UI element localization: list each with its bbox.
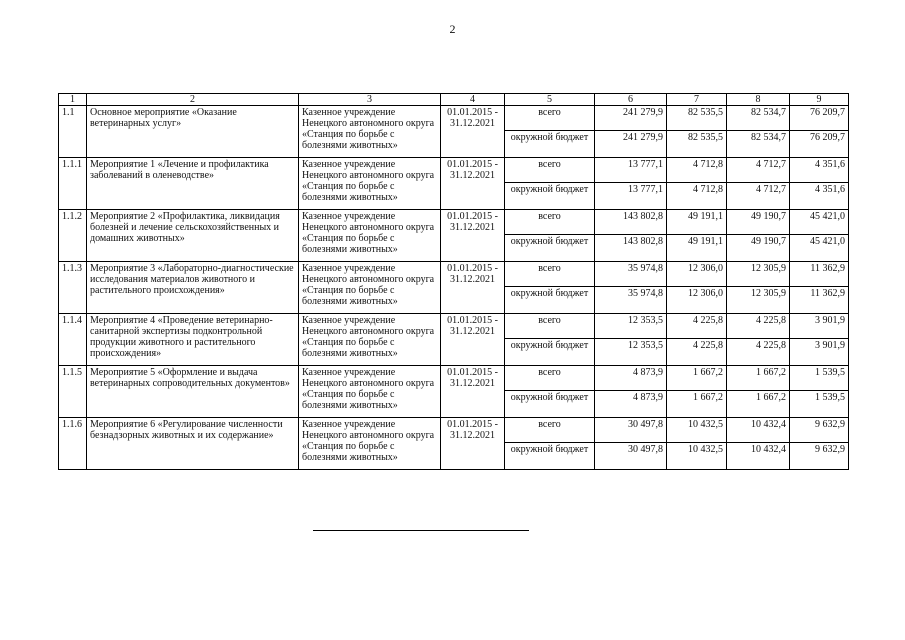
table-row: [59, 210, 849, 235]
amount-cell: 1 667,2: [727, 391, 790, 418]
period: 01.01.2015 - 31.12.2021: [441, 418, 505, 470]
amount-cell: 12 306,0: [667, 287, 727, 314]
executor-name: Казенное учреждение Ненецкого автономного округа «Станция по борьбе с болезнями животных»: [299, 262, 441, 314]
funding-source-total: всего: [505, 106, 595, 131]
column-header: 8: [727, 94, 790, 106]
funding-source-budget: окружной бюджет: [505, 339, 595, 366]
amount-cell: 4 225,8: [727, 314, 790, 339]
amount-cell: 9 632,9: [790, 418, 849, 443]
funding-source-total: всего: [505, 210, 595, 235]
amount-cell: 143 802,8: [595, 210, 667, 235]
executor-name: Казенное учреждение Ненецкого автономного округа «Станция по борьбе с болезнями животных»: [299, 418, 441, 470]
activity-name: Мероприятие 1 «Лечение и профилактика заболеваний в оленеводстве»: [87, 158, 299, 210]
amount-cell: 12 305,9: [727, 287, 790, 314]
amount-cell: 4 712,7: [727, 158, 790, 183]
budget-table: [58, 93, 849, 470]
table-body: [59, 94, 849, 470]
amount-cell: 49 190,7: [727, 210, 790, 235]
executor-name: Казенное учреждение Ненецкого автономного округа «Станция по борьбе с болезнями животных»: [299, 314, 441, 366]
activity-name: Мероприятие 3 «Лабораторно-диагностические исследования материалов животного и растительного происхождения»: [87, 262, 299, 314]
column-header: 1: [59, 94, 87, 106]
item-number: 1.1.1: [59, 158, 87, 210]
item-number: 1.1.5: [59, 366, 87, 418]
funding-source-budget: окружной бюджет: [505, 443, 595, 470]
funding-source-total: всего: [505, 418, 595, 443]
executor-name: Казенное учреждение Ненецкого автономного округа «Станция по борьбе с болезнями животных»: [299, 106, 441, 158]
amount-cell: 82 534,7: [727, 131, 790, 158]
funding-source-budget: окружной бюджет: [505, 287, 595, 314]
column-header: 6: [595, 94, 667, 106]
activity-name: Мероприятие 6 «Регулирование численности безнадзорных животных и их содержание»: [87, 418, 299, 470]
executor-name: Казенное учреждение Ненецкого автономного округа «Станция по борьбе с болезнями животных»: [299, 158, 441, 210]
amount-cell: 11 362,9: [790, 262, 849, 287]
activity-name: Мероприятие 2 «Профилактика, ликвидация болезней и лечение сельскохозяйственных и домашних животных»: [87, 210, 299, 262]
column-header: 9: [790, 94, 849, 106]
funding-source-total: всего: [505, 366, 595, 391]
amount-cell: 4 712,8: [667, 158, 727, 183]
amount-cell: 4 351,6: [790, 183, 849, 210]
amount-cell: 35 974,8: [595, 287, 667, 314]
funding-source-budget: окружной бюджет: [505, 391, 595, 418]
period: 01.01.2015 - 31.12.2021: [441, 158, 505, 210]
executor-name: Казенное учреждение Ненецкого автономного округа «Станция по борьбе с болезнями животных»: [299, 210, 441, 262]
item-number: 1.1.6: [59, 418, 87, 470]
item-number: 1.1.2: [59, 210, 87, 262]
column-header: 7: [667, 94, 727, 106]
amount-cell: 9 632,9: [790, 443, 849, 470]
amount-cell: 10 432,4: [727, 443, 790, 470]
table-header-row: [59, 94, 849, 106]
funding-source-total: всего: [505, 158, 595, 183]
amount-cell: 10 432,5: [667, 443, 727, 470]
activity-name: Мероприятие 5 «Оформление и выдача ветеринарных сопроводительных документов»: [87, 366, 299, 418]
column-header: 2: [87, 94, 299, 106]
table-row: [59, 418, 849, 443]
table-row: [59, 262, 849, 287]
table-row: [59, 158, 849, 183]
amount-cell: 13 777,1: [595, 183, 667, 210]
amount-cell: 76 209,7: [790, 131, 849, 158]
amount-cell: 49 190,7: [727, 235, 790, 262]
amount-cell: 82 535,5: [667, 106, 727, 131]
amount-cell: 49 191,1: [667, 210, 727, 235]
activity-name: Основное мероприятие «Оказание ветеринарных услуг»: [87, 106, 299, 158]
funding-source-budget: окружной бюджет: [505, 183, 595, 210]
period: 01.01.2015 - 31.12.2021: [441, 262, 505, 314]
activity-name: Мероприятие 4 «Проведение ветеринарно-санитарной экспертизы подконтрольной продукции животного и растительного происхождения»: [87, 314, 299, 366]
table-row: [59, 366, 849, 391]
amount-cell: 4 351,6: [790, 158, 849, 183]
funding-source-budget: окружной бюджет: [505, 235, 595, 262]
funding-source-total: всего: [505, 262, 595, 287]
amount-cell: 12 353,5: [595, 314, 667, 339]
amount-cell: 4 225,8: [667, 339, 727, 366]
period: 01.01.2015 - 31.12.2021: [441, 210, 505, 262]
funding-source-total: всего: [505, 314, 595, 339]
amount-cell: 12 306,0: [667, 262, 727, 287]
amount-cell: 4 873,9: [595, 366, 667, 391]
amount-cell: 1 539,5: [790, 391, 849, 418]
amount-cell: 30 497,8: [595, 418, 667, 443]
amount-cell: 4 225,8: [667, 314, 727, 339]
amount-cell: 30 497,8: [595, 443, 667, 470]
amount-cell: 1 667,2: [667, 366, 727, 391]
amount-cell: 4 712,7: [727, 183, 790, 210]
amount-cell: 82 535,5: [667, 131, 727, 158]
period: 01.01.2015 - 31.12.2021: [441, 366, 505, 418]
amount-cell: 3 901,9: [790, 314, 849, 339]
amount-cell: 82 534,7: [727, 106, 790, 131]
amount-cell: 4 873,9: [595, 391, 667, 418]
executor-name: Казенное учреждение Ненецкого автономного округа «Станция по борьбе с болезнями животных»: [299, 366, 441, 418]
table-row: [59, 314, 849, 339]
amount-cell: 10 432,4: [727, 418, 790, 443]
item-number: 1.1: [59, 106, 87, 158]
amount-cell: 45 421,0: [790, 235, 849, 262]
amount-cell: 241 279,9: [595, 131, 667, 158]
period: 01.01.2015 - 31.12.2021: [441, 106, 505, 158]
period: 01.01.2015 - 31.12.2021: [441, 314, 505, 366]
funding-source-budget: окружной бюджет: [505, 131, 595, 158]
page-number: 2: [449, 22, 456, 36]
amount-cell: 11 362,9: [790, 287, 849, 314]
amount-cell: 3 901,9: [790, 339, 849, 366]
amount-cell: 13 777,1: [595, 158, 667, 183]
amount-cell: 49 191,1: [667, 235, 727, 262]
amount-cell: 76 209,7: [790, 106, 849, 131]
amount-cell: 10 432,5: [667, 418, 727, 443]
amount-cell: 35 974,8: [595, 262, 667, 287]
amount-cell: 241 279,9: [595, 106, 667, 131]
footer-divider: [313, 530, 529, 531]
column-header: 3: [299, 94, 441, 106]
table-row: [59, 106, 849, 131]
item-number: 1.1.3: [59, 262, 87, 314]
amount-cell: 45 421,0: [790, 210, 849, 235]
amount-cell: 1 667,2: [727, 366, 790, 391]
column-header: 4: [441, 94, 505, 106]
column-header: 5: [505, 94, 595, 106]
item-number: 1.1.4: [59, 314, 87, 366]
amount-cell: 12 305,9: [727, 262, 790, 287]
amount-cell: 1 539,5: [790, 366, 849, 391]
amount-cell: 4 225,8: [727, 339, 790, 366]
amount-cell: 12 353,5: [595, 339, 667, 366]
amount-cell: 4 712,8: [667, 183, 727, 210]
amount-cell: 1 667,2: [667, 391, 727, 418]
amount-cell: 143 802,8: [595, 235, 667, 262]
